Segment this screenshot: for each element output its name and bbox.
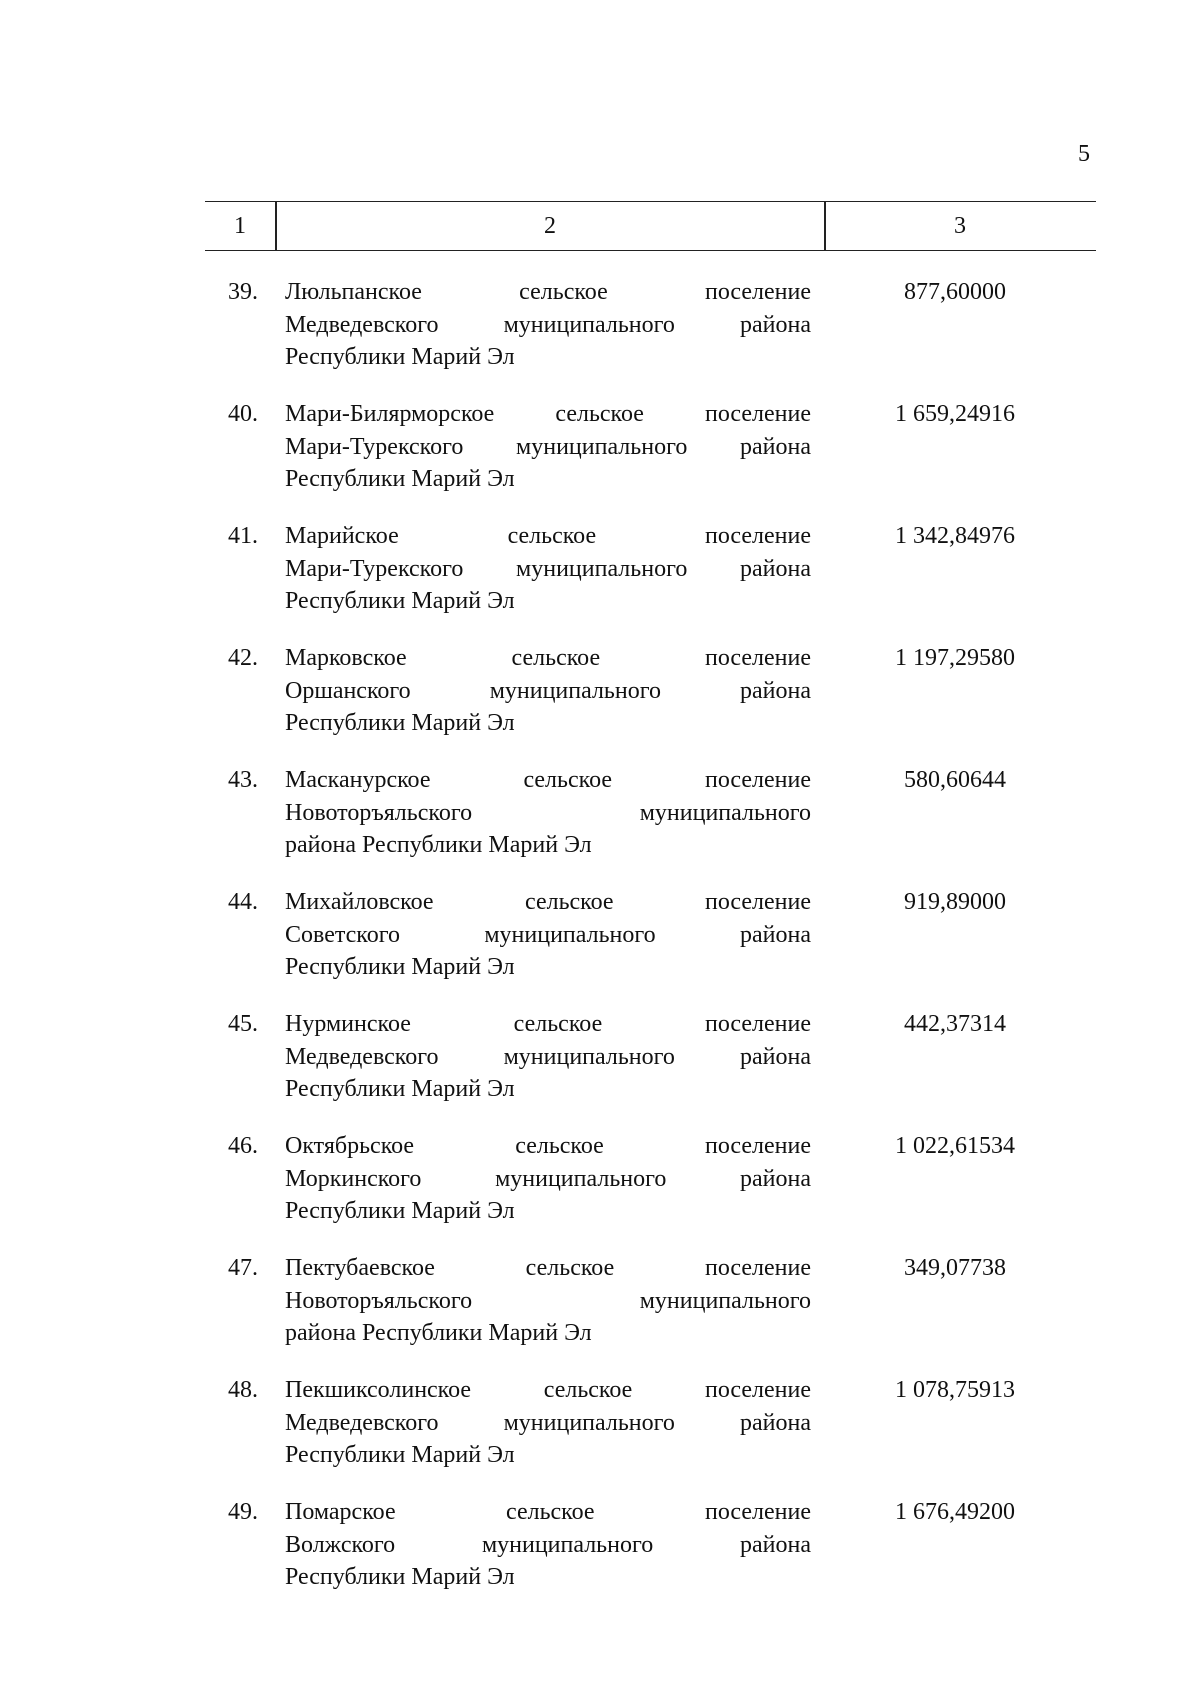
name-word: района bbox=[739, 555, 811, 582]
name-word: района bbox=[740, 1043, 811, 1070]
name-line2 bbox=[285, 1407, 811, 1440]
name-line2 bbox=[285, 1529, 811, 1562]
name-word: поселение bbox=[704, 1377, 811, 1403]
settlement-name bbox=[285, 520, 811, 618]
name-word: сельское bbox=[555, 401, 644, 427]
name-word: района bbox=[740, 311, 811, 338]
table-row bbox=[0, 276, 1200, 376]
row-number: 39. bbox=[228, 279, 258, 305]
name-word: муниципального bbox=[639, 799, 811, 826]
name-word: сельское bbox=[506, 1499, 595, 1525]
settlement-name bbox=[285, 764, 811, 862]
name-line2 bbox=[285, 675, 811, 708]
name-line1 bbox=[285, 1008, 811, 1041]
row-number: 47. bbox=[228, 1255, 258, 1281]
table-row bbox=[0, 1252, 1200, 1352]
settlement-name bbox=[285, 398, 811, 496]
name-line3: Республики Марий Эл bbox=[285, 588, 515, 614]
name-word: сельское bbox=[513, 1011, 603, 1037]
table-header bbox=[205, 201, 1096, 251]
name-line3: Республики Марий Эл bbox=[285, 1442, 515, 1468]
row-value: 1 197,29580 bbox=[895, 645, 1015, 671]
row-value: 442,37314 bbox=[904, 1011, 1006, 1037]
settlement-name bbox=[285, 1496, 811, 1594]
name-word: сельское bbox=[507, 523, 597, 549]
name-word: Помарское bbox=[285, 1499, 396, 1525]
settlement-name bbox=[285, 276, 811, 374]
name-line3: Республики Марий Эл bbox=[285, 954, 515, 980]
table-row bbox=[0, 1130, 1200, 1230]
name-word: Новоторъяльского bbox=[285, 799, 473, 826]
name-word: поселение bbox=[704, 523, 811, 549]
table-row bbox=[0, 1496, 1200, 1596]
name-word: поселение bbox=[704, 767, 811, 793]
header-col-3: 3 bbox=[954, 212, 966, 239]
name-line1 bbox=[285, 642, 811, 675]
name-word: поселение bbox=[704, 645, 811, 671]
row-value: 877,60000 bbox=[904, 279, 1006, 305]
name-word: района bbox=[739, 433, 811, 460]
header-col-1: 1 bbox=[234, 212, 246, 239]
row-number: 46. bbox=[228, 1133, 258, 1159]
name-word: Оршанского bbox=[285, 677, 411, 704]
name-line1 bbox=[285, 398, 811, 431]
name-word: Масканурское bbox=[285, 767, 431, 793]
header-col-2: 2 bbox=[544, 212, 556, 239]
name-word: Мари-Билярморское bbox=[285, 401, 495, 427]
name-line3: Республики Марий Эл bbox=[285, 1564, 515, 1590]
name-line2 bbox=[285, 553, 811, 586]
table-row bbox=[0, 642, 1200, 742]
name-word: сельское bbox=[511, 645, 601, 671]
name-line1 bbox=[285, 1130, 811, 1163]
name-word: Медведевского bbox=[285, 1409, 439, 1436]
row-value: 1 342,84976 bbox=[895, 523, 1015, 549]
name-word: района bbox=[739, 921, 811, 948]
name-line3: района Республики Марий Эл bbox=[285, 832, 592, 858]
table-row bbox=[0, 886, 1200, 986]
name-line3: Республики Марий Эл bbox=[285, 710, 515, 736]
name-word: муниципального bbox=[639, 1287, 811, 1314]
settlement-name bbox=[285, 1008, 811, 1106]
name-line2 bbox=[285, 431, 811, 464]
settlement-name bbox=[285, 886, 811, 984]
table-row bbox=[0, 1374, 1200, 1474]
name-word: Люльпанское bbox=[285, 279, 422, 305]
row-number: 44. bbox=[228, 889, 258, 915]
name-line2 bbox=[285, 1163, 811, 1196]
name-line2 bbox=[285, 1285, 811, 1318]
name-line3: Республики Марий Эл bbox=[285, 344, 515, 370]
name-line3: Республики Марий Эл bbox=[285, 1198, 515, 1224]
name-line1 bbox=[285, 276, 811, 309]
row-number: 49. bbox=[228, 1499, 258, 1525]
name-word: муниципального bbox=[481, 1531, 654, 1558]
name-word: муниципального bbox=[516, 433, 688, 460]
name-line3: Республики Марий Эл bbox=[285, 1076, 515, 1102]
name-line1 bbox=[285, 886, 811, 919]
name-word: муниципального bbox=[503, 1043, 675, 1070]
table-row bbox=[0, 398, 1200, 498]
name-line3: района Республики Марий Эл bbox=[285, 1320, 592, 1346]
name-word: поселение bbox=[704, 889, 811, 915]
name-word: Мари-Турекского bbox=[285, 433, 464, 460]
name-word: муниципального bbox=[484, 921, 656, 948]
name-word: Октябрьское bbox=[285, 1133, 415, 1159]
name-word: Советского bbox=[285, 921, 400, 948]
name-line1 bbox=[285, 1496, 811, 1529]
row-number: 45. bbox=[228, 1011, 258, 1037]
table-row bbox=[0, 520, 1200, 620]
name-word: Моркинского bbox=[285, 1165, 422, 1192]
name-word: муниципального bbox=[516, 555, 688, 582]
name-word: муниципального bbox=[503, 311, 675, 338]
row-value: 1 022,61534 bbox=[895, 1133, 1015, 1159]
name-word: Марковское bbox=[285, 645, 407, 671]
row-value: 1 676,49200 bbox=[895, 1499, 1015, 1525]
name-word: муниципального bbox=[489, 677, 661, 704]
row-number: 43. bbox=[228, 767, 258, 793]
row-value: 1 659,24916 bbox=[895, 401, 1015, 427]
table-row bbox=[0, 1008, 1200, 1108]
name-word: сельское bbox=[519, 279, 608, 305]
row-number: 42. bbox=[228, 645, 258, 671]
name-word: муниципального bbox=[503, 1409, 675, 1436]
name-word: поселение bbox=[704, 279, 811, 305]
row-number: 41. bbox=[228, 523, 258, 549]
name-word: поселение bbox=[704, 401, 811, 427]
name-word: сельское bbox=[515, 1133, 604, 1159]
row-number: 48. bbox=[228, 1377, 258, 1403]
table-row bbox=[0, 764, 1200, 864]
name-word: Нурминское bbox=[285, 1011, 411, 1037]
name-line3: Республики Марий Эл bbox=[285, 466, 515, 492]
name-line1 bbox=[285, 1374, 811, 1407]
name-word: Волжского bbox=[285, 1531, 396, 1558]
settlement-name bbox=[285, 1374, 811, 1472]
name-line2 bbox=[285, 309, 811, 342]
name-word: района bbox=[740, 1409, 811, 1436]
name-word: поселение bbox=[704, 1499, 811, 1525]
name-word: Медведевского bbox=[285, 311, 439, 338]
name-word: сельское bbox=[523, 767, 613, 793]
name-line2 bbox=[285, 797, 811, 830]
name-word: муниципального bbox=[495, 1165, 667, 1192]
page-number: 5 bbox=[1078, 141, 1090, 167]
row-value: 1 078,75913 bbox=[895, 1377, 1015, 1403]
settlement-name bbox=[285, 642, 811, 740]
name-word: поселение bbox=[704, 1255, 811, 1281]
name-word: района bbox=[740, 677, 811, 704]
name-line1 bbox=[285, 764, 811, 797]
name-line1 bbox=[285, 1252, 811, 1285]
name-word: Пектубаевское bbox=[285, 1255, 435, 1281]
name-line2 bbox=[285, 1041, 811, 1074]
name-word: района bbox=[740, 1165, 811, 1192]
name-word: Марийское bbox=[285, 523, 399, 549]
name-word: Михайловское bbox=[285, 889, 434, 915]
row-value: 349,07738 bbox=[904, 1255, 1006, 1281]
name-line2 bbox=[285, 919, 811, 952]
name-line1 bbox=[285, 520, 811, 553]
row-number: 40. bbox=[228, 401, 258, 427]
name-word: Пекшиксолинское bbox=[285, 1377, 472, 1403]
name-word: поселение bbox=[704, 1133, 811, 1159]
name-word: района bbox=[740, 1531, 811, 1558]
row-value: 580,60644 bbox=[904, 767, 1006, 793]
name-word: сельское bbox=[525, 1255, 615, 1281]
settlement-name bbox=[285, 1130, 811, 1228]
name-word: Медведевского bbox=[285, 1043, 439, 1070]
settlement-name bbox=[285, 1252, 811, 1350]
name-word: сельское bbox=[525, 889, 614, 915]
name-word: сельское bbox=[543, 1377, 633, 1403]
name-word: Мари-Турекского bbox=[285, 555, 464, 582]
name-word: Новоторъяльского bbox=[285, 1287, 473, 1314]
row-value: 919,89000 bbox=[904, 889, 1006, 915]
name-word: поселение bbox=[704, 1011, 811, 1037]
